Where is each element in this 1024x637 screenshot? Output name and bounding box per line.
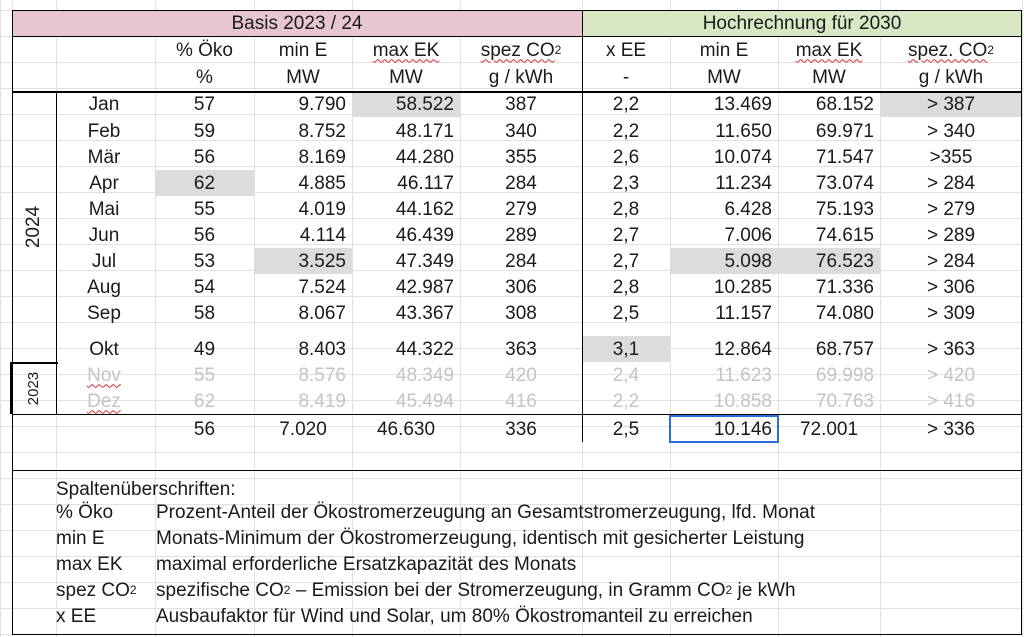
month-label	[56, 222, 152, 248]
value-cell-oeko[interactable]: 55	[193, 364, 216, 386]
value-cell-oeko[interactable]: 62	[155, 170, 254, 196]
value-cell-maxEK2030[interactable]: 75.193	[815, 198, 874, 220]
legend-description: maximal erforderliche Ersatzkapazität des Monats	[156, 553, 577, 575]
month-text: Jan	[88, 93, 120, 115]
label-text: min E	[699, 39, 749, 61]
value-cell-co22030[interactable]: > 279	[926, 198, 976, 220]
value-cell-oeko[interactable]: 59	[193, 120, 216, 142]
subscript: 2	[554, 43, 562, 57]
month-label	[56, 300, 152, 326]
value-cell-maxEK[interactable]: 48.171	[395, 120, 454, 142]
gridline	[0, 0, 1, 637]
value-cell-maxEK[interactable]: 46.439	[395, 224, 454, 246]
value-cell-xee[interactable]: 3,1	[582, 336, 670, 362]
subscript: 2	[987, 43, 994, 57]
value-cell-oeko[interactable]: 62	[193, 390, 216, 412]
value-cell-minE[interactable]: 8.576	[298, 364, 346, 386]
value-cell-maxEK[interactable]: 45.494	[395, 390, 454, 412]
value-cell-oeko[interactable]: 54	[193, 276, 216, 298]
value-cell-maxEK2030[interactable]: 68.152	[815, 93, 874, 115]
column-header-unit: MW	[707, 67, 741, 88]
label-text: min E	[278, 39, 328, 61]
month-text: Dez	[87, 390, 121, 412]
value-cell-minE[interactable]: 8.403	[298, 338, 346, 360]
value-cell-co2[interactable]: 289	[505, 224, 537, 246]
value-cell-xee[interactable]: 2,8	[612, 276, 640, 298]
legend-key	[52, 578, 152, 602]
border-line	[12, 634, 1022, 635]
value-cell-co2[interactable]: 340	[505, 120, 537, 142]
value-cell-co22030[interactable]: > 284	[926, 172, 976, 194]
value-cell-co22030[interactable]: > 309	[926, 302, 976, 324]
month-text: Okt	[89, 338, 119, 360]
column-header-unit: MW	[812, 67, 846, 88]
value-cell-minE[interactable]: 3.525	[254, 248, 352, 274]
value-cell-co22030[interactable]: > 284	[926, 250, 976, 272]
value-cell-minE[interactable]: 8.169	[298, 146, 346, 168]
legend-description: Prozent-Anteil der Ökostromerzeugung an Gesamtstromerzeugung, lfd. Monat	[156, 501, 815, 523]
border-line	[12, 91, 1022, 93]
value-cell-oeko[interactable]: 49	[193, 338, 216, 360]
value-cell-co2[interactable]: 355	[505, 146, 537, 168]
month-label	[56, 388, 152, 414]
column-header-unit: -	[622, 67, 630, 88]
border-line	[10, 362, 12, 414]
year-label-2024	[12, 91, 56, 362]
legend-text-part: – Emission bei der Stromerzeugung, in Gramm CO	[290, 579, 726, 601]
month-label	[56, 248, 152, 274]
column-header-label	[352, 36, 460, 64]
value-cell-maxEK2030[interactable]: 71.336	[815, 276, 874, 298]
value-cell-xee[interactable]: 2,7	[612, 224, 640, 246]
legend-text-part: 2	[725, 583, 733, 597]
value-cell-co22030[interactable]: > 306	[926, 276, 976, 298]
month-text: Mai	[88, 198, 120, 220]
border-line	[10, 362, 58, 364]
value-cell-maxEK[interactable]: 47.349	[395, 250, 454, 272]
value-cell-minE2030[interactable]: 5.098	[670, 248, 778, 274]
column-header-label	[778, 36, 880, 64]
value-cell-co2[interactable]: 284	[505, 172, 537, 194]
value-cell-co2[interactable]: 284	[505, 250, 537, 272]
legend-text-part: spezifische CO	[156, 579, 284, 601]
value-cell-xee[interactable]: 2,2	[612, 120, 640, 142]
value-cell-minE2030[interactable]: 6.428	[724, 198, 772, 220]
value-cell-oeko[interactable]: 56	[193, 146, 216, 168]
value-cell-maxEK2030[interactable]: 68.757	[815, 338, 874, 360]
column-header-label	[880, 36, 1022, 64]
column-header-label	[155, 36, 254, 64]
value-cell-xee[interactable]: 2,4	[612, 364, 640, 386]
value-cell-maxEK[interactable]: 42.987	[395, 276, 454, 298]
label-text: spez CO	[480, 39, 555, 61]
value-cell-co2[interactable]: 387	[505, 93, 537, 115]
value-cell-maxEK[interactable]: 43.367	[395, 302, 454, 324]
legend-key: min E	[56, 527, 105, 549]
border-line	[1021, 10, 1022, 635]
border-line	[12, 10, 1022, 11]
value-cell-minE2030[interactable]: 11.157	[715, 302, 772, 324]
basis-header: Basis 2023 / 24	[12, 10, 582, 36]
value-cell-co2[interactable]: 420	[505, 364, 537, 386]
gridline	[0, 452, 1024, 453]
value-cell-minE2030[interactable]: 12.864	[713, 338, 772, 360]
value-cell-minE[interactable]: 4.885	[298, 172, 346, 194]
month-text: Apr	[89, 172, 119, 194]
value-cell-maxEK[interactable]: 58.522	[352, 91, 460, 117]
value-cell-minE2030[interactable]: 11.234	[715, 172, 772, 194]
value-cell-maxEK[interactable]: 48.349	[395, 364, 454, 386]
column-header-label	[670, 36, 778, 64]
legend-description: Ausbaufaktor für Wind und Solar, um 80% Ökostromanteil zu erreichen	[156, 605, 753, 627]
legend-text-part: je kWh	[732, 579, 796, 601]
total-cell-minE2030[interactable]: 10.146	[670, 416, 778, 442]
border-line	[12, 36, 1022, 37]
column-header-unit: %	[196, 67, 213, 88]
value-cell-xee[interactable]: 2,5	[612, 302, 640, 324]
hochrechnung-header: Hochrechnung für 2030	[582, 10, 1022, 36]
value-cell-minE[interactable]: 7.524	[298, 276, 346, 298]
value-cell-co22030[interactable]: > 363	[926, 338, 976, 360]
month-label	[56, 170, 152, 196]
value-cell-minE[interactable]: 8.752	[298, 120, 346, 142]
border-line	[12, 414, 1022, 415]
value-cell-co22030[interactable]: > 289	[926, 224, 976, 246]
label-text: % Öko	[175, 39, 234, 61]
month-label	[56, 91, 152, 117]
value-cell-co2[interactable]: 363	[505, 338, 537, 360]
column-header-unit: MW	[286, 67, 320, 88]
value-cell-minE2030[interactable]: 11.650	[715, 120, 772, 142]
value-cell-minE2030[interactable]: 10.285	[713, 276, 772, 298]
value-cell-oeko[interactable]: 56	[193, 224, 216, 246]
value-cell-maxEK[interactable]: 44.322	[395, 338, 454, 360]
column-header-label	[582, 36, 670, 64]
label-text: max EK	[795, 39, 863, 61]
value-cell-minE[interactable]: 8.419	[298, 390, 346, 412]
year-text: 2023	[25, 371, 43, 405]
value-cell-co2[interactable]: 279	[505, 198, 537, 220]
value-cell-minE[interactable]: 4.114	[299, 224, 346, 246]
month-text: Mär	[87, 146, 121, 168]
value-cell-maxEK[interactable]: 44.280	[395, 146, 454, 168]
gridline	[1022, 0, 1023, 637]
label-text: max EK	[372, 39, 440, 61]
month-text: Feb	[87, 120, 121, 142]
value-cell-oeko[interactable]: 58	[193, 302, 216, 324]
value-cell-xee[interactable]: 2,8	[612, 198, 640, 220]
column-header-label	[254, 36, 352, 64]
value-cell-co22030[interactable]: > 340	[926, 120, 976, 142]
value-cell-co22030[interactable]: > 387	[880, 91, 1022, 117]
total-cell-minE[interactable]: 7.020	[279, 418, 327, 440]
value-cell-oeko[interactable]: 55	[193, 198, 216, 220]
legend-key: max EK	[56, 553, 123, 575]
value-cell-minE2030[interactable]: 10.858	[713, 390, 772, 412]
value-cell-minE2030[interactable]: 10.074	[713, 146, 772, 168]
value-cell-minE[interactable]: 8.067	[298, 302, 346, 324]
legend-title: Spaltenüberschriften:	[56, 478, 236, 500]
value-cell-minE[interactable]: 4.019	[298, 198, 346, 220]
value-cell-maxEK2030[interactable]: 69.998	[815, 364, 874, 386]
total-cell-xee[interactable]: 2,5	[612, 418, 640, 440]
month-text: Sep	[87, 302, 121, 324]
border-line	[12, 10, 13, 635]
column-header-label	[460, 36, 582, 64]
value-cell-co22030[interactable]: > 416	[926, 390, 976, 412]
value-cell-oeko[interactable]: 57	[193, 93, 216, 115]
value-cell-xee[interactable]: 2,2	[612, 93, 640, 115]
label-text: x EE	[605, 39, 647, 61]
value-cell-minE2030[interactable]: 13.469	[713, 93, 772, 115]
month-label	[56, 196, 152, 222]
value-cell-maxEK[interactable]: 46.117	[397, 172, 454, 194]
value-cell-maxEK2030[interactable]: 71.547	[815, 146, 874, 168]
month-text: Aug	[87, 276, 121, 298]
legend-text-part: 2	[283, 583, 291, 597]
value-cell-xee[interactable]: 2,6	[612, 146, 640, 168]
month-label	[56, 274, 152, 300]
border-line	[56, 91, 57, 414]
column-header-unit: g / kWh	[488, 67, 554, 88]
value-cell-maxEK2030[interactable]: 76.523	[778, 248, 880, 274]
value-cell-co2[interactable]: 308	[505, 302, 537, 324]
label-text: spez CO	[56, 579, 130, 601]
value-cell-maxEK2030[interactable]: 70.763	[815, 390, 874, 412]
total-cell-co22030[interactable]: > 336	[926, 418, 976, 440]
month-label	[56, 118, 152, 144]
value-cell-oeko[interactable]: 53	[193, 250, 216, 272]
value-cell-co22030[interactable]: > 420	[926, 364, 976, 386]
value-cell-xee[interactable]: 2,2	[612, 390, 640, 412]
value-cell-co2[interactable]: 416	[505, 390, 537, 412]
total-cell-co2[interactable]: 336	[505, 418, 537, 440]
legend-description: Monats-Minimum der Ökostromerzeugung, identisch mit gesicherter Leistung	[156, 527, 805, 549]
month-text: Jun	[88, 224, 120, 246]
border-line	[12, 470, 1022, 471]
month-label	[56, 362, 152, 388]
legend-key: % Öko	[56, 501, 114, 523]
legend-key: x EE	[56, 605, 97, 627]
value-cell-xee[interactable]: 2,7	[612, 250, 640, 272]
total-cell-oeko[interactable]: 56	[193, 418, 216, 440]
month-label	[56, 144, 152, 170]
value-cell-maxEK2030[interactable]: 74.080	[815, 302, 874, 324]
label-text: spez. CO	[908, 39, 988, 61]
value-cell-xee[interactable]: 2,3	[612, 172, 640, 194]
column-header-unit: MW	[389, 67, 423, 88]
total-cell-maxEK[interactable]: 46.630	[376, 418, 436, 440]
column-header-unit: g / kWh	[918, 67, 984, 88]
value-cell-co22030[interactable]: >355	[929, 146, 973, 168]
value-cell-minE2030[interactable]: 7.006	[724, 224, 772, 246]
total-cell-maxEK2030[interactable]: 72.001	[799, 418, 859, 440]
month-text: Nov	[87, 364, 121, 386]
value-cell-maxEK[interactable]: 44.162	[395, 198, 454, 220]
value-cell-minE[interactable]: 9.790	[298, 93, 346, 115]
value-cell-maxEK2030[interactable]: 74.615	[815, 224, 874, 246]
month-text: Jul	[91, 250, 117, 272]
value-cell-minE2030[interactable]: 11.623	[715, 364, 772, 386]
legend-description	[152, 578, 1012, 602]
year-label-2023	[12, 362, 56, 414]
border-line	[582, 10, 583, 442]
value-cell-maxEK2030[interactable]: 73.074	[815, 172, 874, 194]
month-label	[56, 336, 152, 362]
value-cell-maxEK2030[interactable]: 69.971	[815, 120, 874, 142]
subscript: 2	[129, 583, 137, 597]
year-text: 2024	[23, 205, 44, 248]
value-cell-co2[interactable]: 306	[505, 276, 537, 298]
